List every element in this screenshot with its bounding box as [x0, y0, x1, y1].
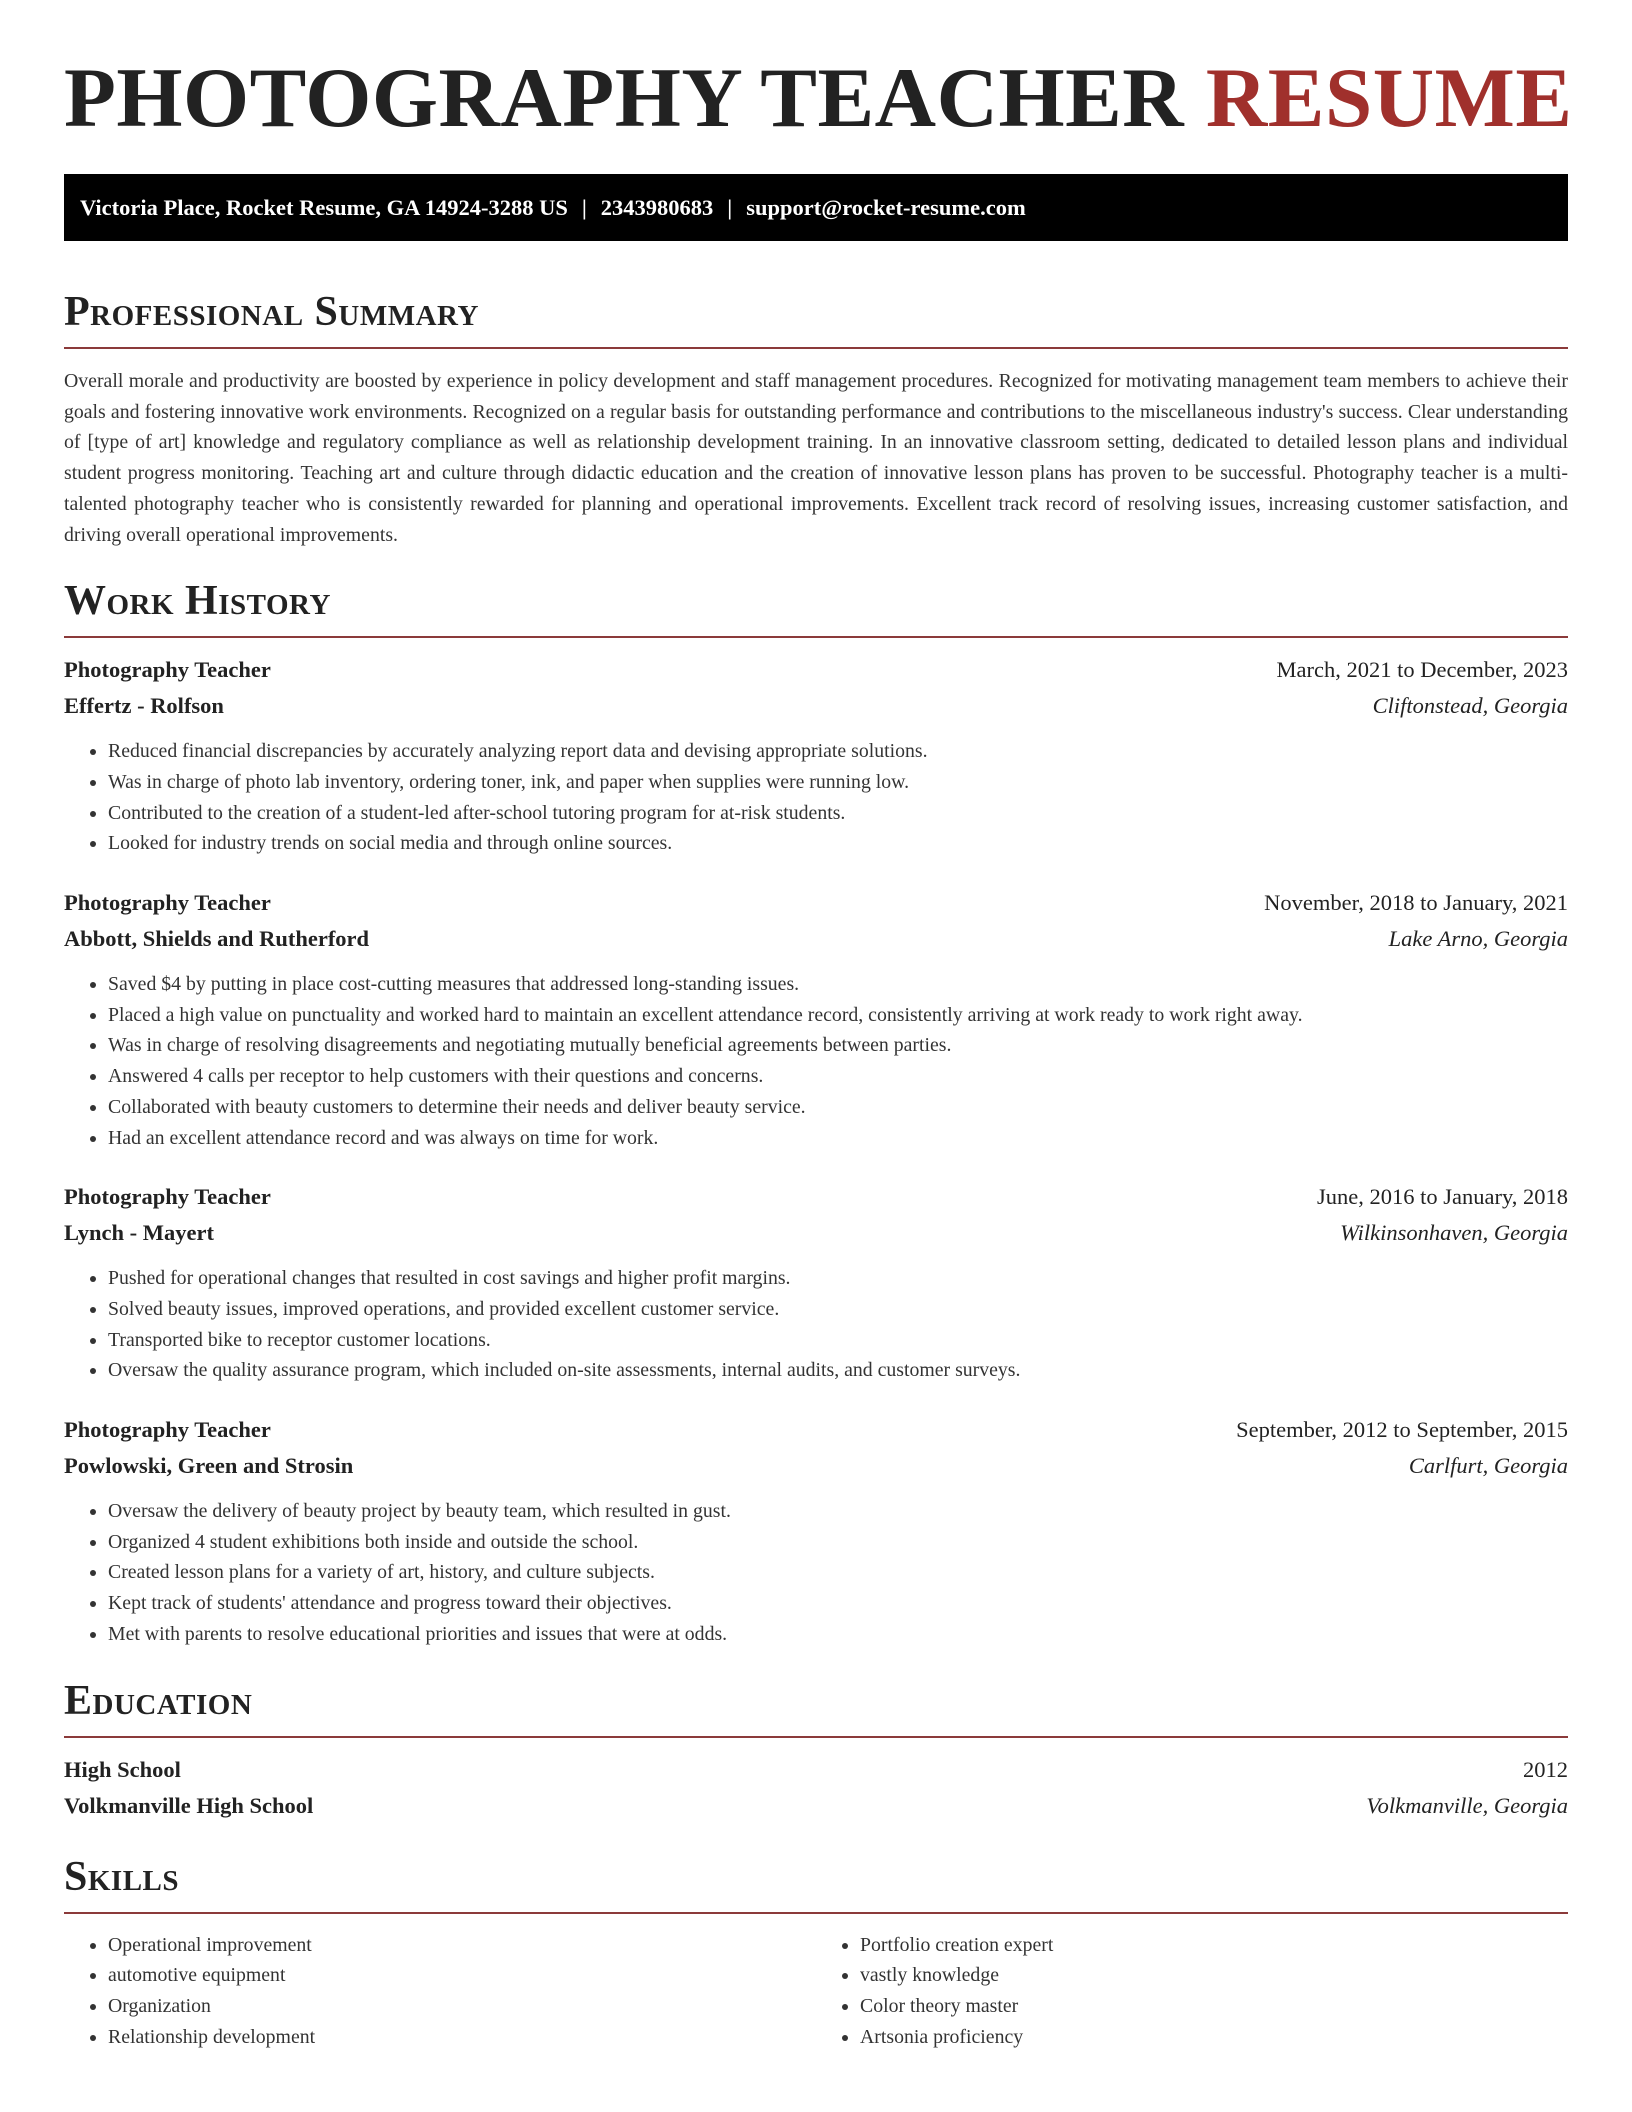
job-company: Effertz - Rolfson — [64, 693, 224, 719]
skills-section — [64, 1853, 1568, 2053]
contact-separator: | — [581, 194, 587, 220]
list-item: • Answered 4 calls per receptor to help customers with their questions and concerns. — [108, 1061, 1568, 1092]
skill-item: • automotive equipment — [108, 1960, 816, 1991]
skill-item: • Color theory master — [860, 1991, 1568, 2022]
skills-heading: Skills — [64, 1853, 180, 1900]
education-degree: High School — [64, 1756, 181, 1782]
job-location: Cliftonstead, Georgia — [1372, 693, 1568, 719]
skills-list-right — [816, 1930, 1568, 2053]
skill-item: • Relationship development — [108, 2022, 816, 2053]
work-history-section — [64, 580, 1568, 1649]
resume-title — [64, 51, 1573, 145]
work-history-heading: Work History — [64, 578, 331, 625]
job-location: Carlfurt, Georgia — [1408, 1453, 1568, 1479]
job-entry — [64, 885, 1568, 1153]
job-location: Wilkinsonhaven, Georgia — [1340, 1220, 1568, 1246]
education-year: 2012 — [1523, 1756, 1568, 1782]
job-dates: June, 2016 to January, 2018 — [1316, 1184, 1568, 1210]
list-item: • Was in charge of photo lab inventory, ordering toner, ink, and paper when supplies were running low. — [108, 767, 1568, 798]
list-item: • Collaborated with beauty customers to determine their needs and deliver beauty service. — [108, 1092, 1568, 1123]
list-item: • Pushed for operational changes that resulted in cost savings and higher profit margins. — [108, 1263, 1568, 1294]
job-bullets — [64, 1263, 1568, 1386]
job-entry — [64, 652, 1568, 859]
job-entry — [64, 1179, 1568, 1386]
job-title: Photography Teacher — [64, 890, 271, 916]
job-bullets — [64, 969, 1568, 1153]
skill-item: • Artsonia proficiency — [860, 2022, 1568, 2053]
list-item: • Placed a high value on punctuality and worked hard to maintain an excellent attendance record, consistently arriving at work ready to work right away. — [108, 1000, 1568, 1031]
contact-address: Victoria Place, Rocket Resume, GA 14924-3288 US — [80, 194, 568, 220]
skill-item: • Organization — [108, 1991, 816, 2022]
list-item: • Saved $4 by putting in place cost-cutting measures that addressed long-standing issues. — [108, 969, 1568, 1000]
title-main: PHOTOGRAPHY TEACHER — [64, 51, 1185, 145]
education-section — [64, 1677, 1568, 1824]
summary-section — [64, 291, 1568, 550]
education-school: Volkmanville High School — [64, 1792, 314, 1818]
job-bullets — [64, 1496, 1568, 1650]
list-item: • Oversaw the delivery of beauty project by beauty team, which resulted in gust. — [108, 1496, 1568, 1527]
job-bullets — [64, 736, 1568, 859]
list-item: • Kept track of students' attendance and progress toward their objectives. — [108, 1588, 1568, 1619]
job-location: Lake Arno, Georgia — [1388, 926, 1568, 952]
job-dates: September, 2012 to September, 2015 — [1236, 1417, 1568, 1443]
list-item: • Had an excellent attendance record and was always on time for work. — [108, 1123, 1568, 1154]
job-title: Photography Teacher — [64, 1184, 271, 1210]
job-dates: March, 2021 to December, 2023 — [1276, 657, 1568, 683]
skill-item: • Operational improvement — [108, 1930, 816, 1961]
summary-text: Overall morale and productivity are boosted by experience in policy development and staff management procedures. Recognized for motivating management team members to achieve their goals and fostering innovative work environments. Recognized on a regular basis for outstanding performance and contributions to the miscellaneous industry's success. Clear understanding of [type of art] knowledge and regulatory compliance as well as relationship development training. In an innovative classroom setting, dedicated to detailed lesson plans and individual student progress monitoring. Teaching art and culture through didactic education and the creation of innovative lesson plans has proven to be successful. Photography teacher is a multi-talented photography teacher who is consistently rewarded for planning and operational improvements. Excellent track record of resolving issues, increasing customer satisfaction, and driving overall operational improvements. — [64, 370, 1568, 546]
list-item: • Solved beauty issues, improved operations, and provided excellent customer service. — [108, 1294, 1568, 1325]
education-heading: Education — [64, 1677, 253, 1724]
section-divider — [64, 347, 1568, 349]
job-dates: November, 2018 to January, 2021 — [1264, 890, 1568, 916]
list-item: • Looked for industry trends on social media and through online sources. — [108, 828, 1568, 859]
section-divider — [64, 1736, 1568, 1738]
skills-columns — [64, 1930, 1568, 2053]
section-divider — [64, 1912, 1568, 1914]
education-location: Volkmanville, Georgia — [1366, 1792, 1568, 1818]
job-company: Powlowski, Green and Strosin — [64, 1453, 354, 1479]
contact-separator: | — [727, 194, 733, 220]
list-item: • Transported bike to receptor customer locations. — [108, 1325, 1568, 1356]
job-company: Abbott, Shields and Rutherford — [64, 926, 370, 952]
skill-item: • Portfolio creation expert — [860, 1930, 1568, 1961]
job-title: Photography Teacher — [64, 657, 271, 683]
list-item: • Reduced financial discrepancies by accurately analyzing report data and devising appropriate solutions. — [108, 736, 1568, 767]
list-item: • Oversaw the quality assurance program, which included on-site assessments, internal audits, and customer surveys. — [108, 1355, 1568, 1386]
education-entry — [64, 1752, 1568, 1824]
list-item: • Met with parents to resolve educational priorities and issues that were at odds. — [108, 1619, 1568, 1650]
list-item: • Was in charge of resolving disagreements and negotiating mutually beneficial agreements between parties. — [108, 1030, 1568, 1061]
contact-email: support@rocket-resume.com — [746, 194, 1026, 220]
list-item: • Created lesson plans for a variety of art, history, and culture subjects. — [108, 1557, 1568, 1588]
contact-phone: 2343980683 — [600, 194, 714, 220]
job-company: Lynch - Mayert — [64, 1220, 214, 1246]
job-entry — [64, 1412, 1568, 1650]
title-accent: RESUME — [1205, 51, 1573, 145]
list-item: • Organized 4 student exhibitions both inside and outside the school. — [108, 1527, 1568, 1558]
contact-bar — [64, 174, 1568, 241]
section-divider — [64, 636, 1568, 638]
skills-list-left — [64, 1930, 816, 2053]
summary-heading: Professional Summary — [64, 289, 479, 335]
job-title: Photography Teacher — [64, 1417, 271, 1443]
list-item: • Contributed to the creation of a student-led after-school tutoring program for at-risk students. — [108, 798, 1568, 829]
skill-item: • vastly knowledge — [860, 1960, 1568, 1991]
